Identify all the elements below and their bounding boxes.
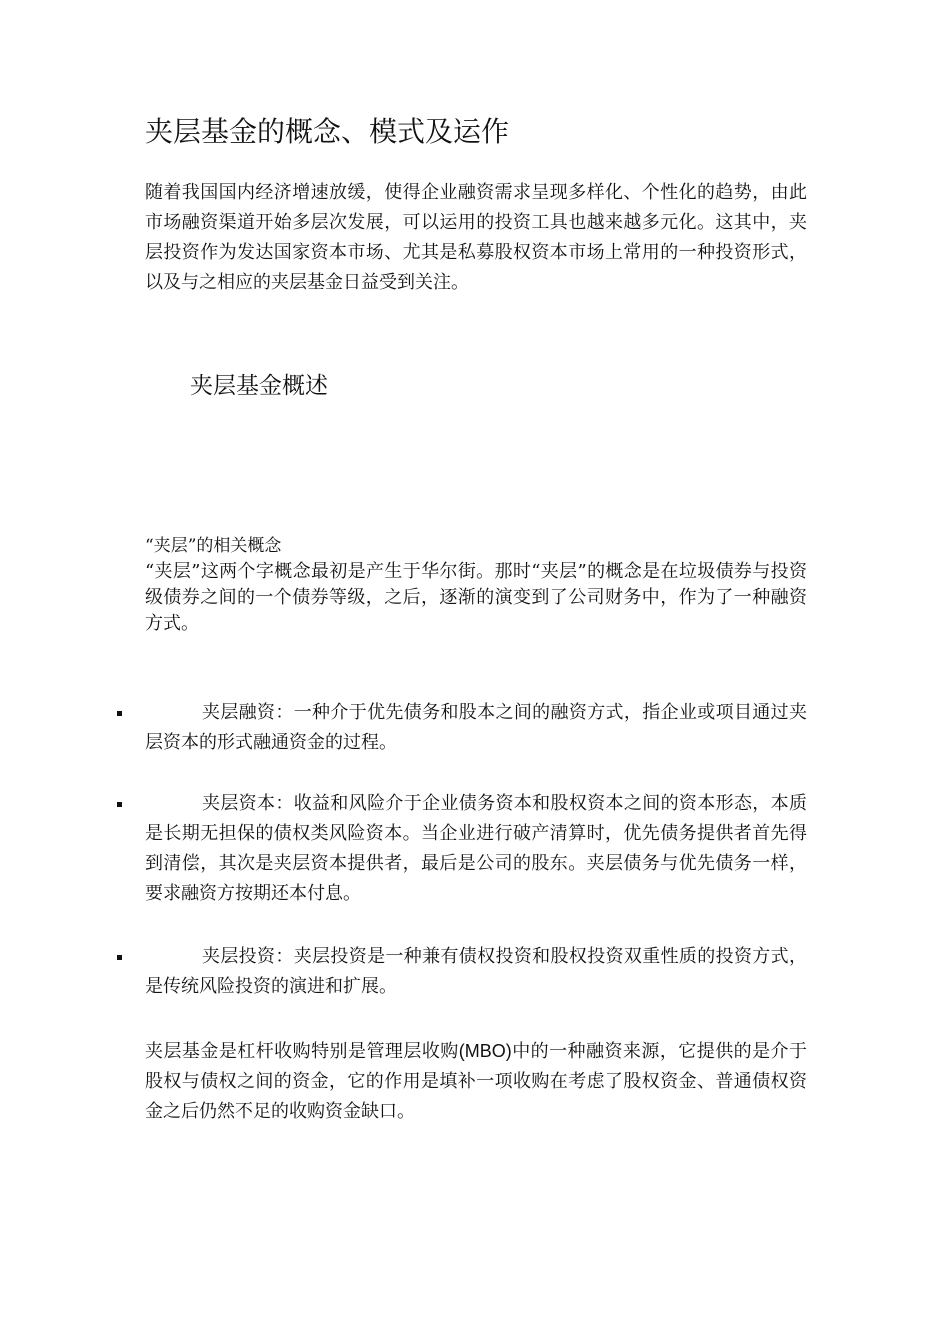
page-title: 夹层基金的概念、模式及运作 [145,115,510,148]
subsection-paragraph: “夹层”这两个字概念最初是产生于华尔街。那时“夹层”的概念是在垃圾债券与投资级债券之间的一个债券等级，之后，逐渐的演变到了公司财务中，作为了一种融资方式。 [145,561,807,634]
mbo-acronym: (MBO) [458,1041,512,1061]
bullet-icon [117,711,122,716]
closing-text-start: 夹层基金是杠杆收购特别是管理层收购 [145,1041,459,1062]
closing-paragraph [145,1036,807,1127]
intro-paragraph: 随着我国国内经济增速放缓，使得企业融资需求呈现多样化、个性化的趋势，由此市场融资渠道开始多层次发展，可以运用的投资工具也越来越多元化。这其中，夹层投资作为发达国家资本市场、尤其是私募股权资本市场上常用的一种投资形式，以及与之相应的夹层基金日益受到关注。 [145,182,807,293]
list-item [110,942,807,1002]
bullet-icon [117,955,122,960]
list-item-text: 夹层资本：收益和风险介于企业债务资本和股权资本之间的资本形态，本质是长期无担保的债权类风险资本。当企业进行破产清算时，优先债务提供者首先得到清偿，其次是夹层资本提供者，最后是公司的股东。夹层债务与优先债务一样，要求融资方按期还本付息。 [145,793,807,904]
closing-text-end: 中的一种融资来源，它提供的是介于股权与债权之间的资金，它的作用是填补一项收购在考虑了股权资金、普通债权资金之后仍然不足的收购资金缺口。 [145,1041,808,1122]
list-item-text: 夹层投资：夹层投资是一种兼有债权投资和股权投资双重性质的投资方式，是传统风险投资的演进和扩展。 [145,946,807,997]
list-item [110,789,807,909]
list-item [110,698,807,758]
bullet-icon [117,802,122,807]
list-item-text: 夹层融资：一种介于优先债务和股本之间的融资方式，指企业或项目通过夹层资本的形式融通资金的过程。 [145,702,807,753]
section-heading: 夹层基金概述 [190,373,328,399]
subsection-heading: “夹层”的相关概念 [145,536,282,556]
